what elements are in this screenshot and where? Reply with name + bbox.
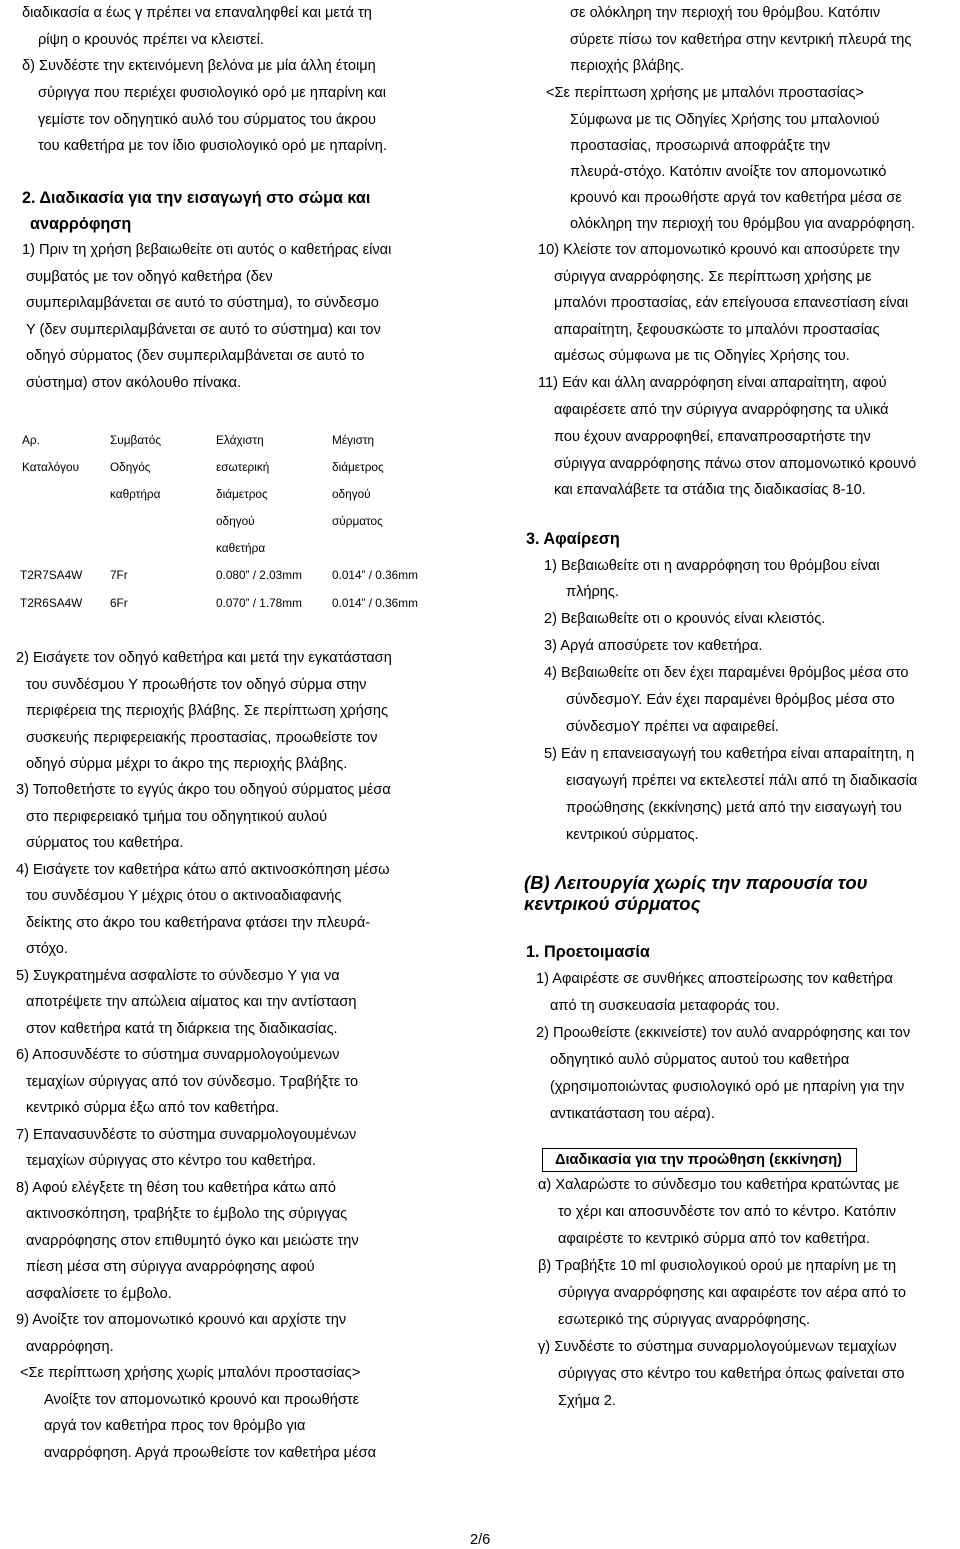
paragraph-line: <Σε περίπτωση χρήσης με μπαλόνι προστασίας> [546,85,864,101]
paragraph-line: δ) Συνδέστε την εκτεινόμενη βελόνα με μία άλλη έτοιμη [22,58,376,74]
paragraph-line: κεντρικού σύρματος. [566,827,699,843]
paragraph-line: σύριγγα αναρρόφησης πάνω στον απομονωτικό κρουνό [554,456,917,472]
table-header: οδηγού [216,514,255,528]
paragraph-line: στόχο. [26,941,68,957]
paragraph-line: 2) Εισάγετε τον οδηγό καθετήρα και μετά την εγκατάσταση [16,650,392,666]
paragraph-line: 4) Βεβαιωθείτε οτι δεν έχει παραμένει θρόμβος μέσα στο [544,665,909,681]
section-heading: (B) Λειτουργία χωρίς την παρουσία του [524,872,868,893]
paragraph-line: προστασίας, προσωρινά αποφράξτε την [570,138,831,154]
paragraph-line: 1) Αφαιρέστε σε συνθήκες αποστείρωσης τον καθετήρα [536,971,893,987]
paragraph-line: κρουνό και προωθήστε αργά τον καθετήρα μέσα σε [570,190,902,206]
paragraph-line: αντικατάσταση του αέρα). [550,1106,715,1122]
paragraph-line: 7) Επανασυνδέστε το σύστημα συναρμολογουμένων [16,1127,357,1143]
paragraph-line: σύριγγα αναρρόφησης. Σε περίπτωση χρήσης με [554,269,872,285]
paragraph-line: 2) Βεβαιωθείτε οτι ο κρουνός είναι κλειστός. [544,611,826,627]
table-header: εσωτερική [216,460,270,474]
section-heading: κεντρικού σύρματος [524,893,701,914]
paragraph-line: 9) Ανοίξτε τον απομονωτικό κρουνό και αρχίστε την [16,1312,347,1328]
paragraph-line: οδηγό σύρματος (δεν συμπεριλαμβάνεται σε αυτό το [26,348,365,364]
paragraph-line: στον καθετήρα κατά τη διάρκεια της διαδικασίας. [26,1021,338,1037]
paragraph-line: του καθετήρα με τον ίδιο φυσιολογικό ορό με ηπαρίνη. [38,138,387,154]
paragraph-line: α) Χαλαρώστε το σύνδεσμο του καθετήρα κρατώντας με [538,1177,900,1193]
table-header: καθετήρα [216,541,266,555]
paragraph-line: αμέσως σύμφωνα με τις Οδηγίες Χρήσης του. [554,348,850,364]
paragraph-line: δείκτης στο άκρο του καθετήρανα φτάσει την πλευρά- [26,915,371,931]
table-cell: T2R6SA4W [20,596,83,610]
paragraph-line: 11) Εάν και άλλη αναρρόφηση είναι απαραίτητη, αφού [538,375,887,391]
paragraph-line: σύστημα) στον ακόλουθο πίνακα. [26,375,242,391]
table-cell: 7Fr [110,568,128,582]
table-cell: 0.014” / 0.36mm [332,568,418,582]
paragraph-line: σε ολόκληρη την περιοχή του θρόμβου. Κατόπιν [570,5,881,21]
paragraph-line: μπαλόνι προστασίας, εάν επείγουσα επανεστίαση είναι [554,295,909,311]
paragraph-line: αποτρέψετε την απώλεια αίματος και την αντίσταση [26,994,357,1010]
paragraph-line: στο περιφερειακό τμήμα του οδηγητικού αυλού [26,809,328,825]
table-header: Συμβατός [110,433,162,447]
paragraph-line: αναρρόφησης στον επιθυμητό όγκο και μειώστε την [26,1233,359,1249]
paragraph-line: συμβατός με τον οδηγό καθετήρα (δεν [26,269,273,285]
table-header: Οδηγός [110,460,151,474]
paragraph-line: διαδικασία α έως γ πρέπει να επαναληφθεί και μετά τη [22,5,372,21]
table-header: διάμετρος [332,460,384,474]
paragraph-line: 2) Προωθείστε (εκκινείστε) τον αυλό αναρρόφησης και τον [536,1025,911,1041]
paragraph-line: 5) Εάν η επανεισαγωγή του καθετήρα είναι απαραίτητη, η [544,746,915,762]
paragraph-line: γ) Συνδέστε το σύστημα συναρμολογούμενων τεμαχίων [538,1339,897,1355]
paragraph-line: αφαιρέστε το κεντρικό σύρμα από τον καθετήρα. [558,1231,870,1247]
paragraph-line: περιοχής βλάβης. [570,58,685,74]
paragraph-line: β) Τραβήξτε 10 ml φυσιολογικού ορού με ηπαρίνη με τη [538,1258,897,1274]
paragraph-line: Y (δεν συμπεριλαμβάνεται σε αυτό το σύστημα) και τον [26,322,381,338]
paragraph-line: εσωτερικό της σύριγγας αναρρόφησης. [558,1312,811,1328]
table-header: σύρματος [332,514,383,528]
paragraph-line: οδηγητικό αυλό σύρματος αυτού του καθετήρα [550,1052,850,1068]
paragraph-line: Σχήμα 2. [558,1393,616,1409]
paragraph-line: τεμαχίων σύριγγας στο κέντρο του καθετήρα. [26,1153,317,1169]
table-header: Καταλόγου [22,460,80,474]
paragraph-line: Σύμφωνα με τις Οδηγίες Χρήσης του μπαλονιού [570,112,880,128]
paragraph-line: ασφαλίσετε το έμβολο. [26,1286,172,1302]
table-header: Ελάχιστη [216,433,264,447]
table-header: καθρτήρα [110,487,161,501]
paragraph-line: 3) Τοποθετήστε το εγγύς άκρο του οδηγού σύρματος μέσα [16,782,391,798]
section-heading: 2. Διαδικασία για την εισαγωγή στο σώμα και [22,189,371,207]
paragraph-line: σύριγγα που περιέχει φυσιολογικό ορό με ηπαρίνη και [38,85,387,101]
paragraph-line: 4) Εισάγετε τον καθετήρα κάτω από ακτινοσκόπηση μέσω [16,862,390,878]
paragraph-line: αναρρόφηση. Αργά προωθείστε τον καθετήρα μέσα [44,1445,377,1461]
subsection-heading: 1. Προετοιμασία [526,943,650,961]
paragraph-line: σύριγγα αναρρόφησης και αφαιρέστε τον αέρα από το [558,1285,906,1301]
boxed-heading: Διαδικασία για την προώθηση (εκκίνηση) [542,1148,857,1172]
paragraph-line: και επαναλάβετε τα στάδια της διαδικασίας 8-10. [554,482,866,498]
paragraph-line: αφαιρέσετε από την σύριγγα αναρρόφησης τα υλικά [554,402,889,418]
paragraph-line: συσκευής περιφερειακής προστασίας, προωθείστε τον [26,730,378,746]
paragraph-line: 1) Βεβαιωθείτε οτι η αναρρόφηση του θρόμβου είναι [544,558,880,574]
paragraph-line: πλήρης. [566,584,619,600]
paragraph-line: (χρησιμοποιώντας φυσιολογικό ορό με ηπαρίνη για την [550,1079,905,1095]
paragraph-line: πλευρά-στόχο. Κατόπιν ανοίξτε τον απομονωτικό [570,164,887,180]
paragraph-line: 10) Κλείστε τον απομονωτικό κρουνό και αποσύρετε την [538,242,900,258]
paragraph-line: αργά τον καθετήρα προς τον θρόμβο για [44,1418,306,1434]
paragraph-line: <Σε περίπτωση χρήσης χωρίς μπαλόνι προστασίας> [20,1365,361,1381]
paragraph-line: που έχουν αναρροφηθεί, επαναπροσαρτήστε την [554,429,871,445]
table-cell: 6Fr [110,596,128,610]
paragraph-line: σύνδεσμοY πρέπει να αφαιρεθεί. [566,719,779,735]
paragraph-line: ακτινοσκόπηση, τραβήξτε το έμβολο της σύριγγας [26,1206,348,1222]
paragraph-line: του συνδέσμου Y μέχρις ότου ο ακτινοαδιαφανής [26,888,342,904]
table-header: Αρ. [22,433,40,447]
paragraph-line: Ανοίξτε τον απομονωτικό κρουνό και προωθήστε [44,1392,360,1408]
paragraph-line: 6) Αποσυνδέστε το σύστημα συναρμολογούμενων [16,1047,340,1063]
table-cell: T2R7SA4W [20,568,83,582]
paragraph-line: σύρματος του καθετήρα. [26,835,184,851]
paragraph-line: 3) Αργά αποσύρετε τον καθετήρα. [544,638,763,654]
paragraph-line: 1) Πριν τη χρήση βεβαιωθείτε οτι αυτός ο καθετήρας είναι [22,242,392,258]
paragraph-line: κεντρικό σύρμα έξω από τον καθετήρα. [26,1100,279,1116]
section-heading: αναρρόφηση [30,215,132,233]
paragraph-line: οδηγό σύρμα μέχρι το άκρο της περιοχής βλάβης. [26,756,348,772]
paragraph-line: σύριγγας στο κέντρο του καθετήρα όπως φαίνεται στο [558,1366,905,1382]
paragraph-line: πίεση μέσα στη σύριγγα αναρρόφησης αφού [26,1259,315,1275]
paragraph-line: το χέρι και αποσυνδέστε τον από το κέντρο. Κατόπιν [558,1204,897,1220]
table-cell: 0.014” / 0.36mm [332,596,418,610]
table-header: Μέγιστη [332,433,375,447]
paragraph-line: σύνδεσμοY. Εάν έχει παραμένει θρόμβος μέσα στο [566,692,895,708]
paragraph-line: περιφέρεια της περιοχής βλάβης. Σε περίπτωση χρήσης [26,703,389,719]
paragraph-line: αναρρόφηση. [26,1339,114,1355]
paragraph-line: 8) Αφού ελέγξετε τη θέση του καθετήρα κάτω από [16,1180,337,1196]
paragraph-line: προώθησης (εκκίνησης) μετά από την εισαγωγή του [566,800,902,816]
table-cell: 0.080” / 2.03mm [216,568,302,582]
paragraph-line: του συνδέσμου Y προωθήστε τον οδηγό σύρμα στην [26,677,367,693]
paragraph-line: τεμαχίων σύριγγας από τον σύνδεσμο. Τραβήξτε το [26,1074,359,1090]
paragraph-line: γεμίστε τον οδηγητικό αυλό του σύρματος του άκρου [38,112,376,128]
paragraph-line: από τη συσκευασία μεταφοράς του. [550,998,780,1014]
page-number: 2/6 [470,1532,491,1548]
paragraph-line: ρίψη ο κρουνός πρέπει να κλειστεί. [38,32,264,48]
paragraph-line: συμπεριλαμβάνεται σε αυτό το σύστημα), το σύνδεσμο [26,295,379,311]
paragraph-line: εισαγωγή πρέπει να εκτελεστεί πάλι από τη διαδικασία [566,773,918,789]
table-cell: 0.070” / 1.78mm [216,596,302,610]
paragraph-line: σύρετε πίσω τον καθετήρα στην κεντρική πλευρά της [570,32,912,48]
section-heading: 3. Αφαίρεση [526,530,620,548]
table-header: οδηγού [332,487,371,501]
table-header: διάμετρος [216,487,268,501]
paragraph-line: απαραίτητη, ξεφουσκώστε το μπαλόνι προστασίας [554,322,880,338]
paragraph-line: ολόκληρη την περιοχή του θρόμβου για αναρρόφηση. [570,216,915,232]
paragraph-line: 5) Συγκρατημένα ασφαλίστε το σύνδεσμο Y για να [16,968,340,984]
